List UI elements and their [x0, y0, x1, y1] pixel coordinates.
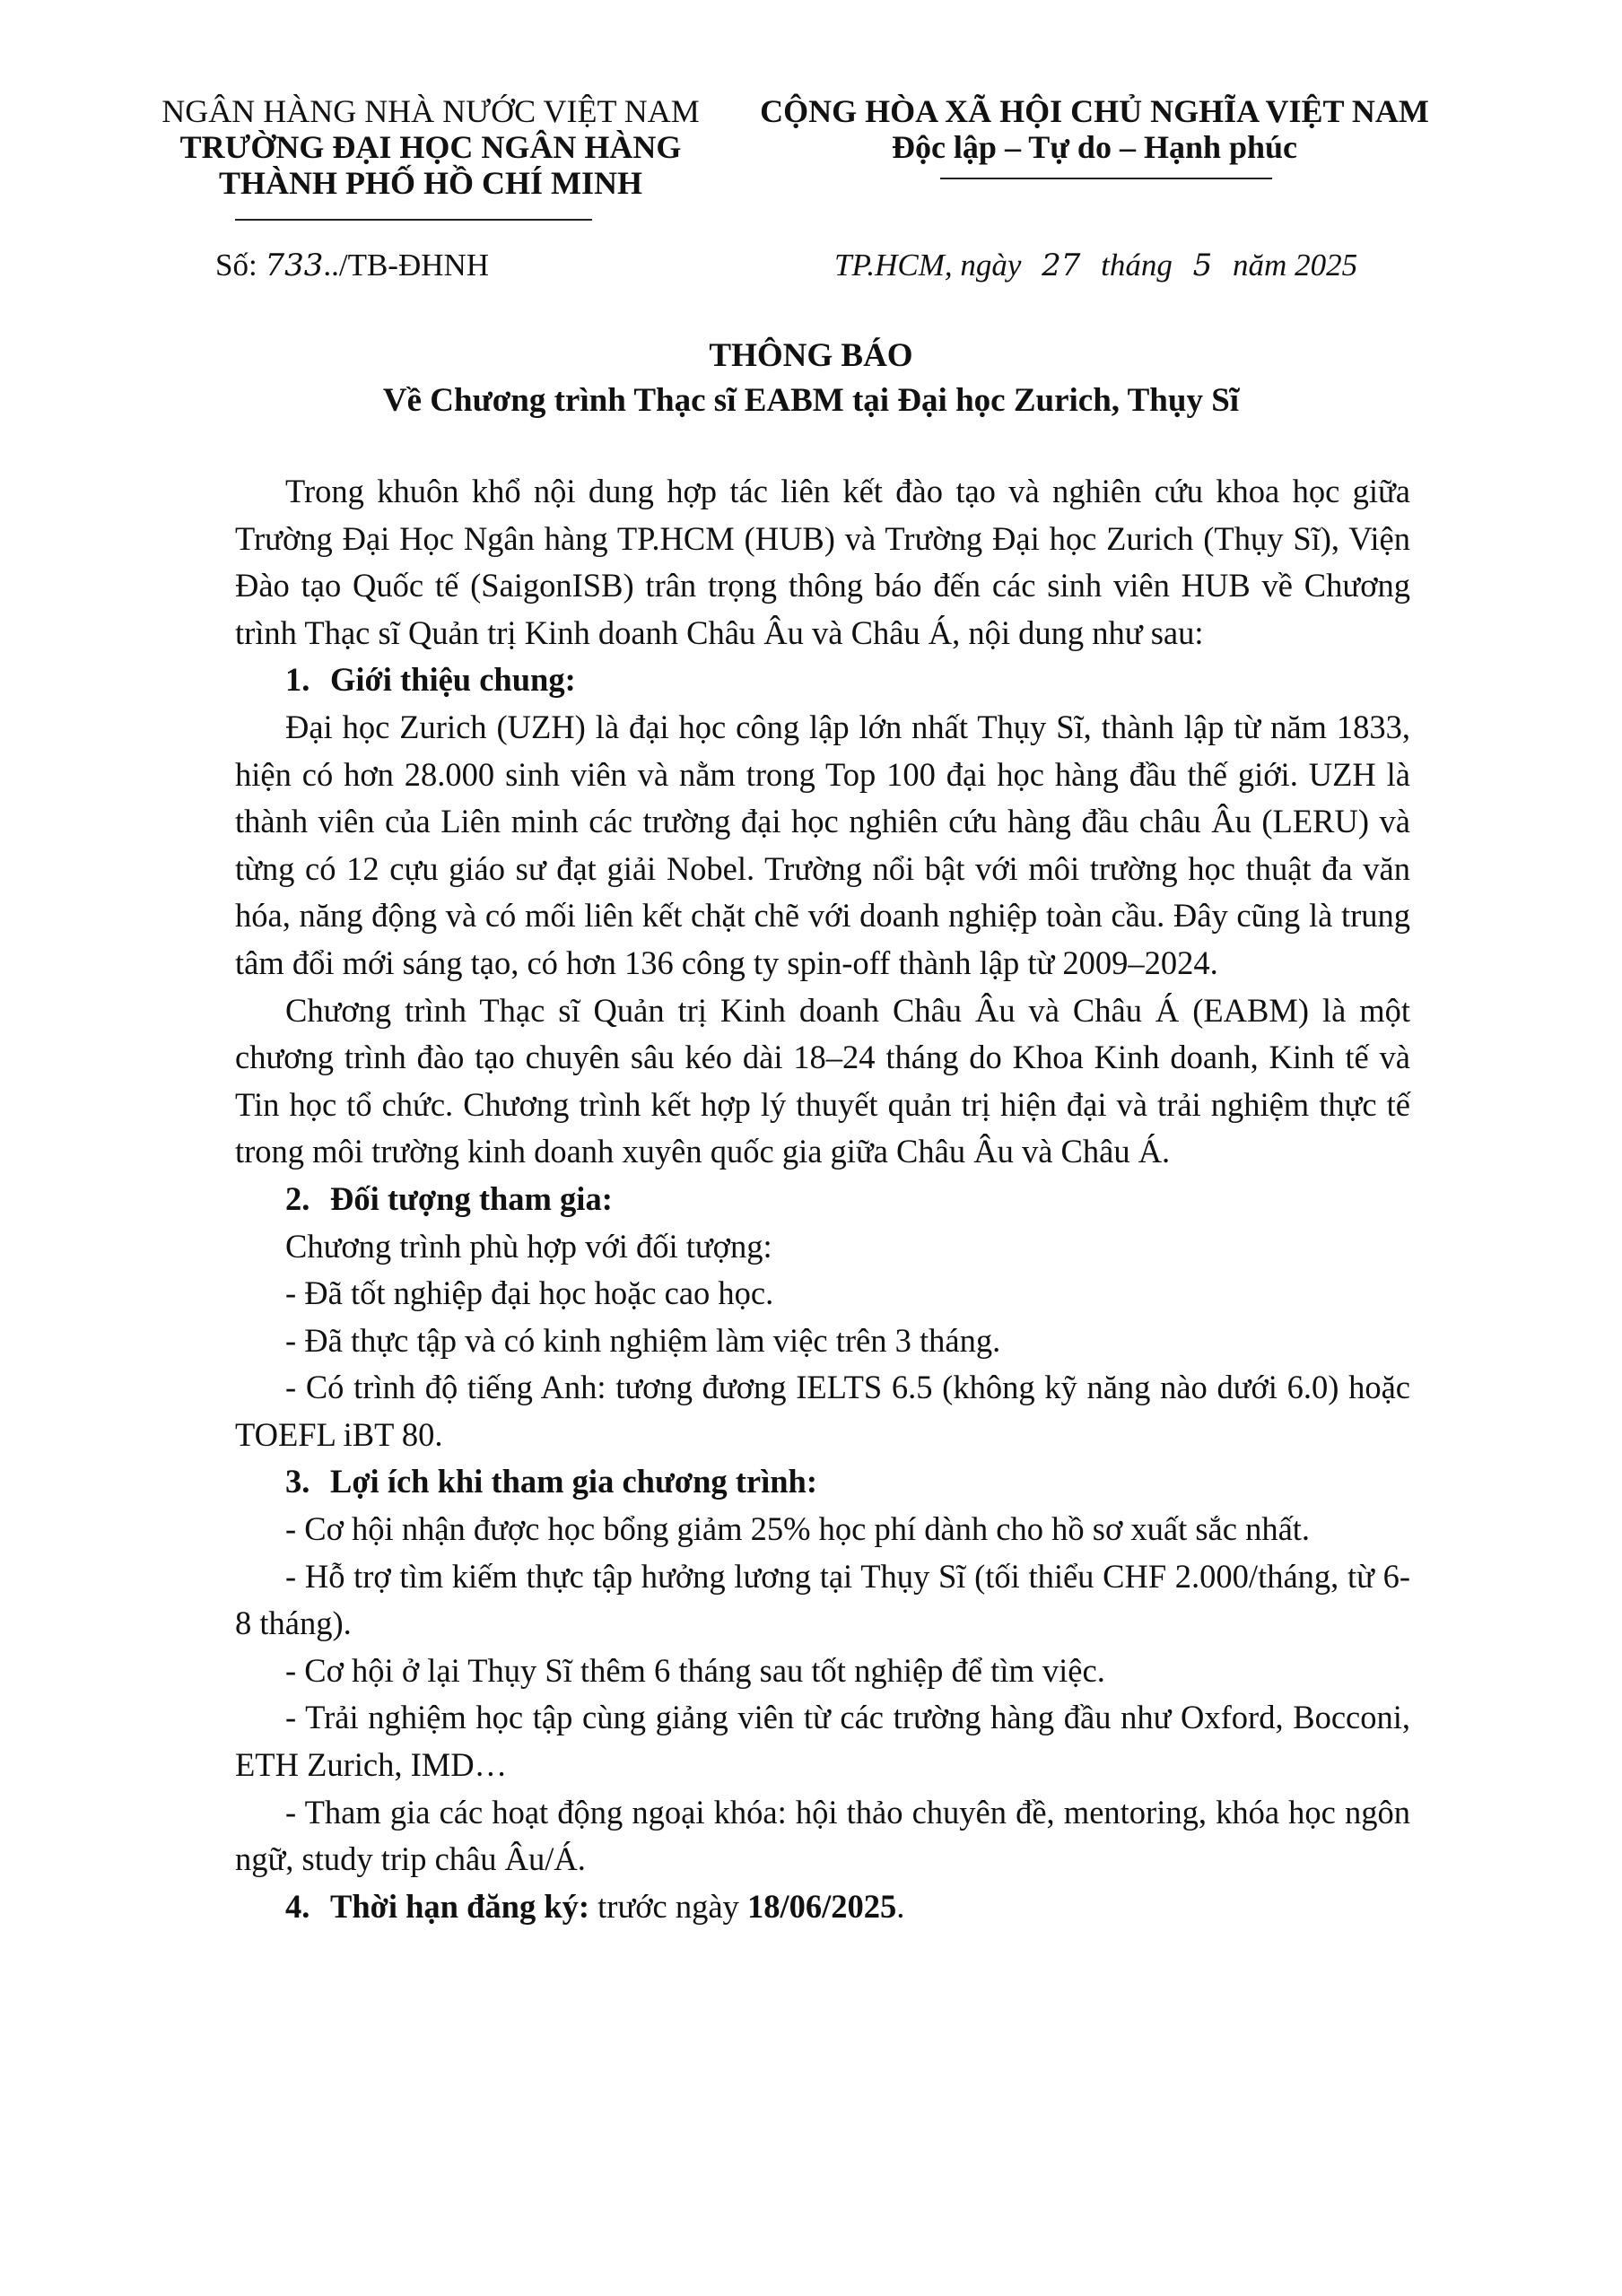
month-label: tháng	[1101, 248, 1173, 283]
issuer-block	[135, 93, 727, 201]
place-date	[834, 248, 1357, 283]
motto-underline	[940, 178, 1272, 179]
section-number: 1.	[285, 661, 310, 699]
section-3-bullet: - Cơ hội ở lại Thụy Sĩ thêm 6 tháng sau tốt nghiệp để tìm việc.	[285, 1651, 1105, 1689]
number-label: Số:	[215, 248, 257, 283]
section-title: Đối tượng tham gia:	[330, 1179, 613, 1217]
issuer-underline	[235, 219, 592, 221]
section-3-bullet: - Hỗ trợ tìm kiếm thực tập hưởng lương tại Thụy Sĩ (tối thiểu CHF 2.000/tháng, từ 6-8 tháng).	[235, 1557, 1410, 1642]
section-3-bullet: - Cơ hội nhận được học bổng giảm 25% học phí dành cho hồ sơ xuất sắc nhất.	[285, 1510, 1311, 1548]
national-motto: Độc lập – Tự do – Hạnh phúc	[891, 129, 1298, 165]
national-name: CỘNG HÒA XÃ HỘI CHỦ NGHĨA VIỆT NAM	[760, 93, 1429, 129]
title-subject: Về Chương trình Thạc sĩ EABM tại Đại học Zurich, Thụy Sĩ	[382, 382, 1240, 419]
section-number: 2.	[285, 1179, 310, 1217]
issuer-parent-name: NGÂN HÀNG NHÀ NƯỚC VIỆT NAM	[161, 93, 700, 129]
notice-title	[0, 334, 1622, 423]
section-1-paragraph-2: Chương trình Thạc sĩ Quản trị Kinh doanh Châu Âu và Châu Á (EABM) là một chương trình đào tạo chuyên sâu kéo dài 18–24 tháng do Khoa Kinh doanh, Kinh tế và Tin học tổ chức. Chương trình kết hợp lý thuyết quản trị hiện đại và trải nghiệm thực tế trong môi trường kinh doanh xuyên quốc gia giữa Châu Âu và Châu Á.	[235, 991, 1410, 1170]
section-title: Thời hạn đăng ký:	[330, 1887, 590, 1925]
section-2-lead: Chương trình phù hợp với đối tượng:	[285, 1227, 772, 1265]
issuer-city-name: THÀNH PHỐ HỒ CHÍ MINH	[218, 165, 642, 201]
issuer-school-name: TRƯỜNG ĐẠI HỌC NGÂN HÀNG	[179, 129, 682, 165]
section-2-heading	[235, 1176, 1410, 1223]
section-number: 4.	[285, 1887, 310, 1925]
section-3-heading	[235, 1458, 1410, 1506]
document-number	[215, 248, 489, 283]
section-2-bullet: - Đã tốt nghiệp đại học hoặc cao học.	[285, 1274, 774, 1312]
date-day: 27	[1042, 248, 1081, 283]
section-3-bullet: - Trải nghiệm học tập cùng giảng viên từ các trường hàng đầu như Oxford, Bocconi, ETH Zurich, IMD…	[235, 1699, 1410, 1784]
section-title: Giới thiệu chung:	[330, 661, 576, 699]
notice-body	[235, 468, 1410, 1930]
deadline-end: .	[896, 1887, 905, 1925]
section-2-bullet: - Đã thực tập và có kinh nghiệm làm việc trên 3 tháng.	[285, 1321, 1001, 1359]
number-handwritten: 733	[265, 248, 324, 283]
number-suffix: ../TB-ĐHNH	[323, 248, 490, 283]
title-main: THÔNG BÁO	[709, 337, 913, 374]
deadline-text: trước ngày	[589, 1887, 747, 1925]
section-title: Lợi ích khi tham gia chương trình:	[330, 1463, 817, 1500]
section-3-bullet: - Tham gia các hoạt động ngoại khóa: hội thảo chuyên đề, mentoring, khóa học ngôn ngữ, study trip châu Âu/Á.	[235, 1793, 1410, 1878]
date-month: 5	[1192, 248, 1213, 283]
intro-paragraph: Trong khuôn khổ nội dung hợp tác liên kết đào tạo và nghiên cứu khoa học giữa Trường Đại Học Ngân hàng TP.HCM (HUB) và Trường Đại học Zurich (Thụy Sĩ), Viện Đào tạo Quốc tế (SaigonISB) trân trọng thông báo đến các sinh viên HUB về Chương trình Thạc sĩ Quản trị Kinh doanh Châu Âu và Châu Á, nội dung như sau:	[235, 473, 1410, 651]
place-date-prefix: TP.HCM, ngày	[834, 248, 1022, 283]
section-2-bullet: - Có trình độ tiếng Anh: tương đương IELTS 6.5 (không kỹ năng nào dưới 6.0) hoặc TOEFL iBT 80.	[235, 1369, 1410, 1453]
national-motto-block	[745, 93, 1444, 165]
section-1-heading	[235, 657, 1410, 704]
section-number: 3.	[285, 1463, 310, 1500]
deadline-date: 18/06/2025	[746, 1887, 897, 1925]
section-1-paragraph-1: Đại học Zurich (UZH) là đại học công lập lớn nhất Thụy Sĩ, thành lập từ năm 1833, hiện có hơn 28.000 sinh viên và nằm trong Top 100 đại học hàng đầu thế giới. UZH là thành viên của Liên minh các trường đại học nghiên cứu hàng đầu châu Âu (LERU) và từng có 12 cựu giáo sư đạt giải Nobel. Trường nổi bật với môi trường học thuật đa văn hóa, năng động và có mối liên kết chặt chẽ với doanh nghiệp toàn cầu. Đây cũng là trung tâm đổi mới sáng tạo, có hơn 136 công ty spin-off thành lập từ 2009–2024.	[235, 708, 1410, 981]
section-4-heading	[235, 1883, 1410, 1931]
year-label: năm 2025	[1233, 248, 1358, 283]
